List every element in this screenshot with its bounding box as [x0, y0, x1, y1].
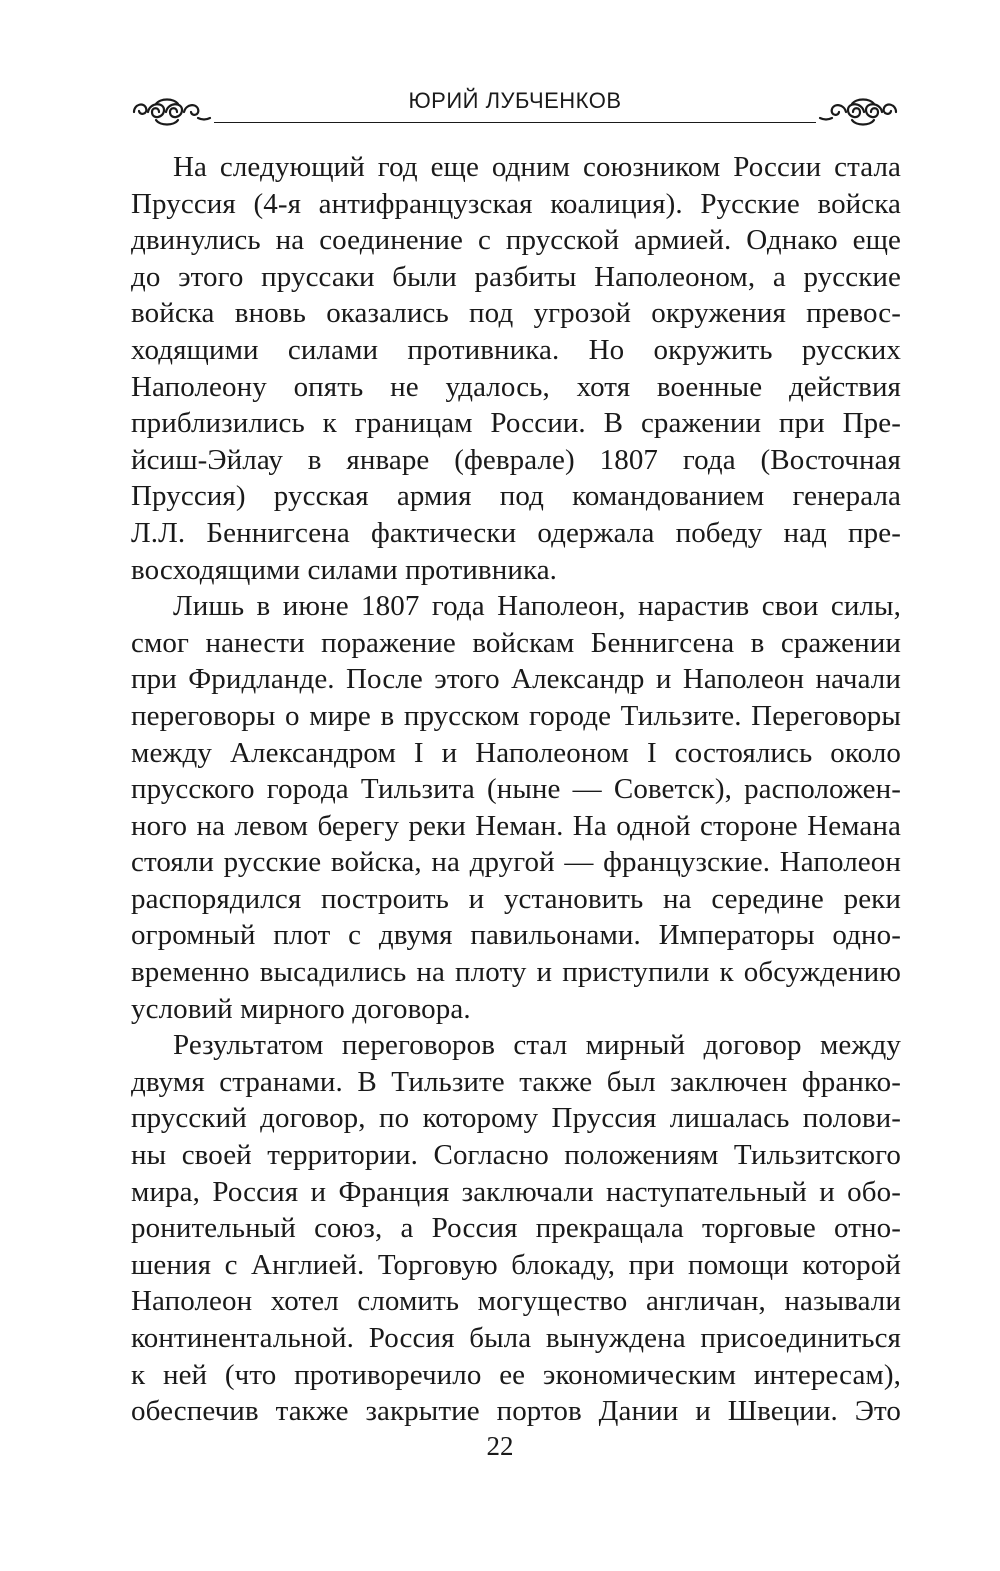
running-header: [130, 88, 900, 138]
text-line: Лишь в июне 1807 года Наполеон, нарастив свои силы,: [173, 590, 901, 623]
text-line: огромный плот с двумя павильонами. Императоры одно-: [131, 919, 901, 952]
text-line: Пруссия (4-я антифранцузская коалиция). Русские войска: [131, 187, 901, 220]
text-line: стояли русские войска, на другой — французские. Наполеон: [131, 846, 901, 879]
text-line: ронительный союз, а Россия прекращала торговые отно-: [131, 1212, 901, 1245]
text-line: между Александром I и Наполеоном I состоялись около: [131, 736, 901, 769]
text-line: шения с Англией. Торговую блокаду, при помощи которой: [131, 1248, 901, 1281]
text-line: Наполеону опять не удалось, хотя военные действия: [131, 370, 901, 403]
body-text: [131, 149, 901, 1430]
text-line: переговоры о мире в прусском городе Тильзите. Переговоры: [131, 699, 901, 732]
text-line: восходящими силами противника.: [131, 553, 558, 586]
text-line: ходящими силами противника. Но окружить русских: [131, 333, 901, 366]
paragraph: [131, 149, 901, 588]
text-line: двинулись на соединение с прусской армией. Однако еще: [131, 224, 901, 257]
header-rule: [214, 122, 816, 123]
paragraph: [131, 1027, 901, 1430]
text-line: к ней (что противоречило ее экономическим интересам),: [131, 1358, 901, 1391]
text-line: Л.Л. Беннигсена фактически одержала победу над пре-: [131, 516, 901, 549]
text-line: Результатом переговоров стал мирный договор между: [173, 1029, 901, 1062]
text-line: ны своей территории. Согласно положениям Тильзитского: [131, 1139, 901, 1172]
text-line: ного на левом берегу реки Неман. На одной стороне Немана: [131, 809, 901, 842]
running-header-title: ЮРИЙ ЛУБЧЕНКОВ: [408, 88, 622, 113]
text-line: до этого пруссаки были разбиты Наполеоном, а русские: [131, 260, 901, 293]
text-line: приблизились к границам России. В сражении при Пре-: [131, 407, 901, 440]
text-line: прусского города Тильзита (ныне — Советск), расположен-: [131, 773, 901, 806]
text-line: временно высадились на плоту и приступили к обсуждению: [131, 956, 901, 989]
text-line: обеспечив также закрытие портов Дании и Швеции. Это: [131, 1395, 901, 1428]
paragraph: [131, 588, 901, 1027]
text-line: войска вновь оказались под угрозой окружения превос-: [131, 297, 901, 330]
text-line: прусский договор, по которому Пруссия лишалась полови-: [131, 1102, 901, 1135]
text-line: На следующий год еще одним союзником России стала: [173, 151, 901, 183]
text-line: распорядился построить и установить на середине реки: [131, 882, 901, 915]
text-line: двумя странами. В Тильзите также был заключен франко-: [131, 1065, 901, 1098]
text-line: мира, Россия и Франция заключали наступательный и обо-: [131, 1175, 901, 1208]
text-line: Наполеон хотел сломить могущество англичан, называли: [131, 1285, 901, 1318]
text-line: смог нанести поражение войскам Беннигсена в сражении: [131, 626, 901, 659]
page-number: 22: [486, 1431, 514, 1461]
scroll-ornament-icon: [818, 94, 900, 130]
text-line: йсиш-Эйлау в январе (феврале) 1807 года (Восточная: [131, 443, 901, 476]
text-line: при Фридланде. После этого Александр и Наполеон начали: [131, 663, 901, 696]
text-line: континентальной. Россия была вынуждена присоединиться: [131, 1322, 901, 1354]
text-line: Пруссия) русская армия под командованием генерала: [131, 480, 901, 513]
text-line: условий мирного договора.: [131, 992, 471, 1025]
